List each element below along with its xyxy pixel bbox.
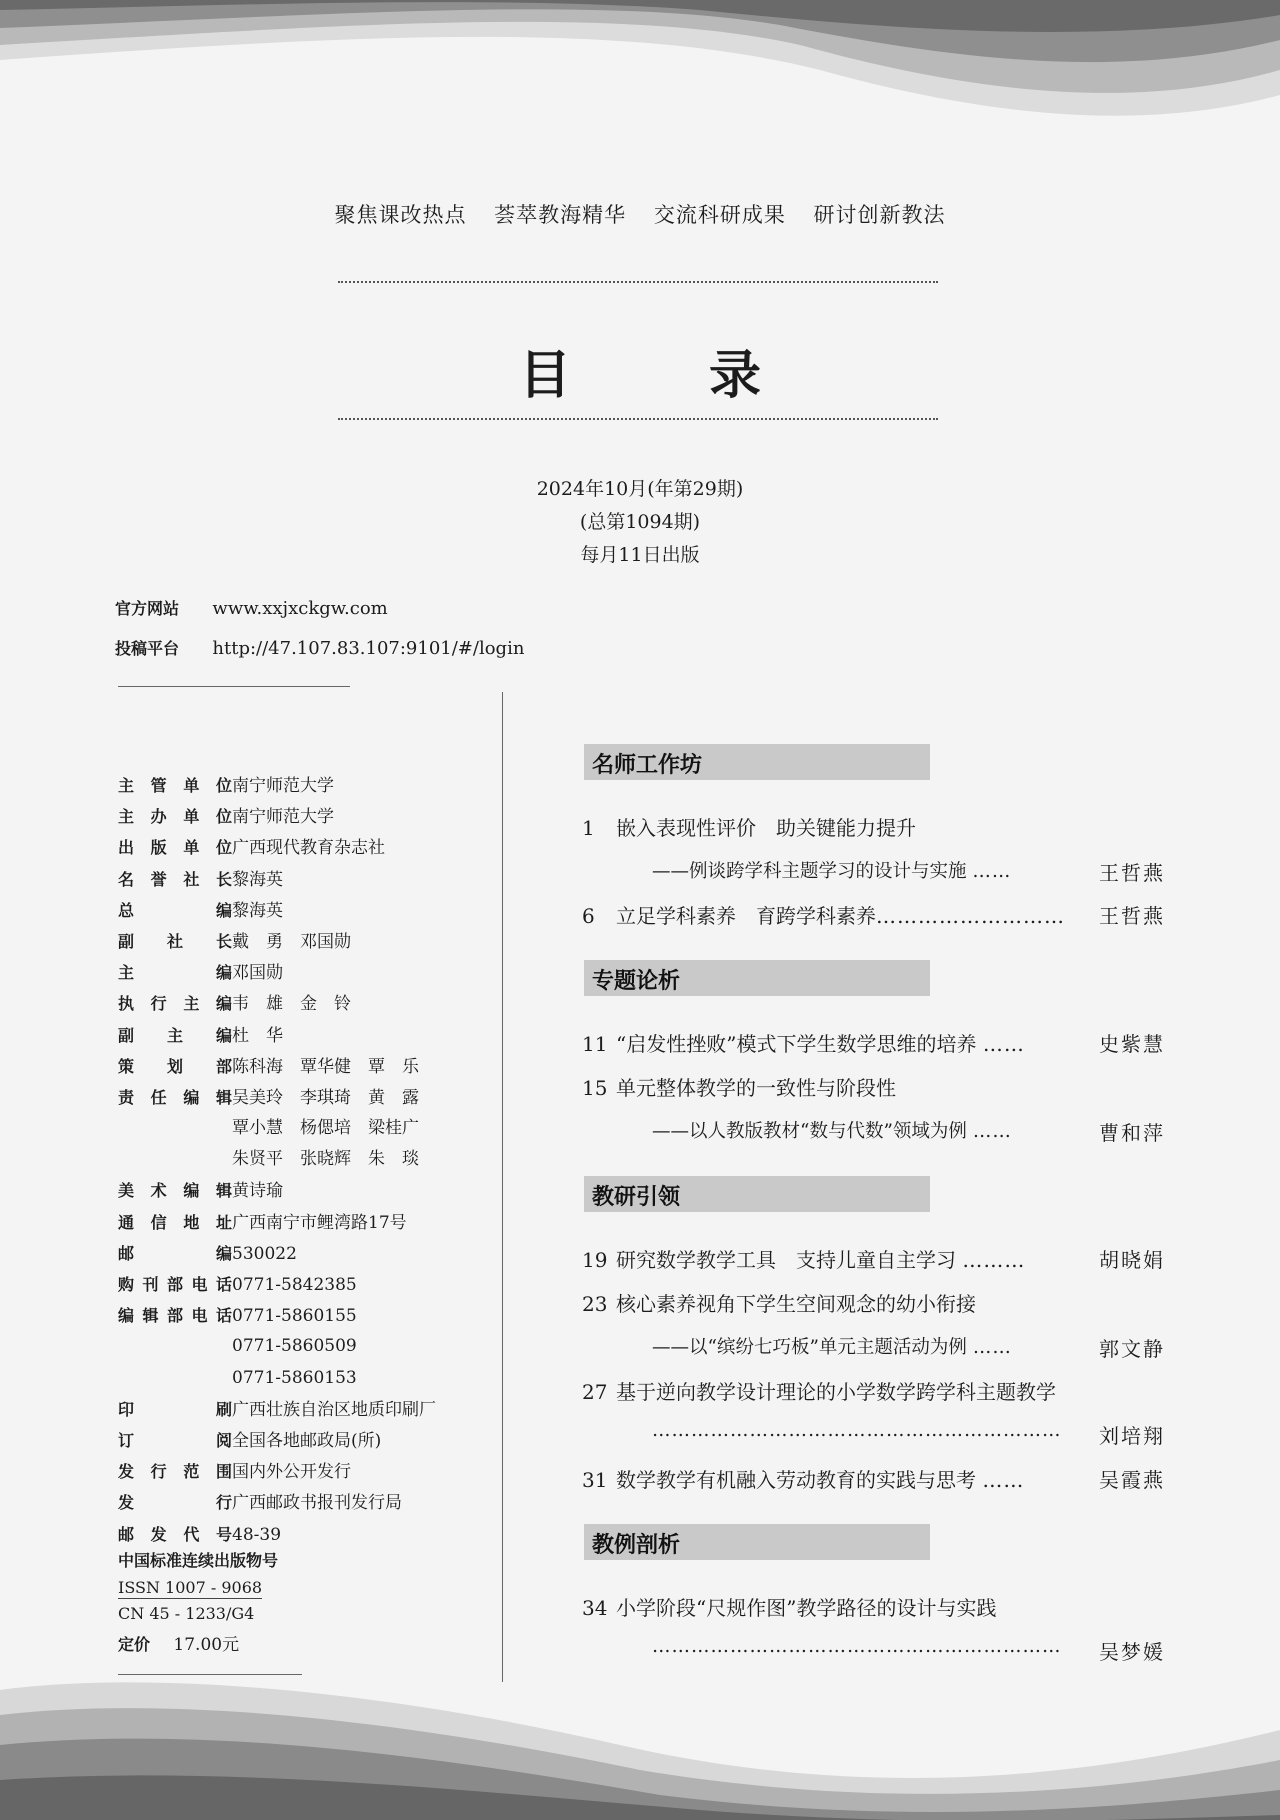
toc-author: 曹和萍 (1099, 1121, 1165, 1145)
masthead-value: 杜 华 (232, 1025, 283, 1046)
masthead-row (118, 1113, 478, 1144)
masthead-row (118, 1331, 478, 1362)
toc-entry[interactable]: 27 基于逆向教学设计理论的小学数学跨学科主题教学 (582, 1380, 1056, 1404)
masthead-value: 0771-5842385 (232, 1275, 357, 1295)
masthead-row (118, 1269, 478, 1300)
masthead-value: 0771-5860155 (232, 1306, 357, 1327)
submit-platform-label: 投稿平台 (115, 639, 180, 658)
submit-platform-row (115, 636, 524, 659)
masthead-top-rule (118, 686, 350, 687)
toc-dotted-author-line[interactable]: ……………………………………………………… 刘培翔 (652, 1420, 1165, 1448)
toc-entry[interactable]: 6 立足学科素养 育跨学科素养……………………… 王哲燕 (582, 900, 1165, 929)
masthead-value: 广西壮族自治区地质印刷厂 (232, 1399, 436, 1420)
cn-number: CN 45 - 1233/G4 (118, 1604, 255, 1623)
issue-publish-day: 每月11日出版 (580, 544, 700, 566)
masthead-key: 邮编 (118, 1243, 232, 1263)
toc-author: 王哲燕 (1099, 861, 1165, 885)
toc-author: 刘培翔 (1099, 1424, 1165, 1448)
masthead-row (118, 1394, 478, 1425)
dotted-divider-top (338, 281, 938, 283)
masthead-row (118, 1020, 478, 1051)
masthead-key: 通信地址 (118, 1212, 232, 1232)
masthead-value: 530022 (232, 1243, 297, 1264)
masthead-key: 主办单位 (118, 807, 232, 827)
masthead-value: 黄诗瑜 (232, 1181, 283, 1202)
masthead-key: 编辑部电话 (118, 1306, 232, 1326)
toc-entry[interactable]: 19 研究数学教学工具 支持儿童自主学习 ……… 胡晓娟 (582, 1244, 1165, 1273)
masthead-key: 印刷 (118, 1399, 232, 1419)
toc-dotted-author-line[interactable]: ……………………………………………………… 吴梦媛 (652, 1636, 1165, 1664)
masthead-value: 广西南宁市鲤湾路17号 (232, 1212, 407, 1233)
section-header-case-analysis: 教例剖析 (584, 1524, 930, 1560)
slogan-4: 研讨创新教法 (813, 203, 946, 227)
toc-author: 吴梦媛 (1099, 1640, 1165, 1664)
masthead-key: 名誉社长 (118, 869, 232, 889)
masthead-row (118, 801, 478, 832)
masthead-row (118, 1082, 478, 1113)
masthead-value: 广西邮政书报刊发行局 (232, 1493, 402, 1514)
masthead-row (118, 1175, 478, 1206)
masthead-row (118, 832, 478, 863)
masthead-key: 发行范围 (118, 1462, 232, 1482)
slogan-1: 聚焦课改热点 (334, 203, 467, 227)
masthead-value: 0771-5860509 (232, 1336, 357, 1357)
masthead-key: 出版单位 (118, 838, 232, 858)
masthead-row (118, 1144, 478, 1175)
masthead-key: 策划部 (118, 1056, 232, 1076)
page-title: 目 录 (518, 346, 822, 406)
masthead-row (118, 957, 478, 988)
toc-author: 史紫慧 (1099, 1032, 1165, 1056)
slogan-line (0, 199, 1280, 229)
toc-author: 吴霞燕 (1099, 1468, 1165, 1492)
masthead-bottom-rule (118, 1674, 302, 1675)
top-wave-decoration (0, 0, 1280, 140)
masthead-key: 执行主编 (118, 994, 232, 1014)
masthead-list (118, 770, 478, 1550)
toc-entry[interactable]: 34 小学阶段“尺规作图”教学路径的设计与实践 (582, 1596, 997, 1620)
masthead-key: 副社长 (118, 931, 232, 951)
masthead-key: 总编 (118, 900, 232, 920)
masthead-value: 覃小慧 杨偲培 梁桂广 (232, 1118, 419, 1139)
masthead-row (118, 1363, 478, 1394)
submit-platform-link[interactable]: http://47.107.83.107:9101/#/login (212, 638, 525, 659)
toc-entry[interactable]: 15 单元整体教学的一致性与阶段性 (582, 1076, 896, 1100)
column-divider (502, 692, 503, 1682)
masthead-key: 邮发代号 (118, 1524, 232, 1544)
masthead-key: 责任编辑 (118, 1087, 232, 1107)
issue-total: (总第1094期) (579, 511, 701, 533)
bottom-wave-decoration (0, 1660, 1280, 1820)
section-header-topic-analysis: 专题论析 (584, 960, 930, 996)
masthead-key: 发行 (118, 1493, 232, 1513)
masthead-value: 吴美玲 李琪琦 黄 露 (232, 1087, 419, 1108)
toc-entry[interactable]: 11 “启发性挫败”模式下学生数学思维的培养 …… 史紫慧 (582, 1028, 1165, 1057)
masthead-key: 主编 (118, 963, 232, 983)
dotted-divider-bottom (338, 418, 938, 420)
toc-subtitle[interactable]: ——例谈跨学科主题学习的设计与实施 …… 王哲燕 (652, 857, 1165, 883)
masthead-value: 韦 雄 金 铃 (232, 994, 351, 1015)
toc-subtitle[interactable]: ——以人教版教材“数与代数”领域为例 …… 曹和萍 (652, 1117, 1165, 1143)
masthead-key: 主管单位 (118, 776, 232, 795)
toc-entry[interactable]: 23 核心素养视角下学生空间观念的幼小衔接 (582, 1292, 976, 1316)
masthead-row (118, 1425, 478, 1456)
masthead-value: 全国各地邮政局(所) (232, 1430, 382, 1451)
masthead-key: 订阅 (118, 1430, 232, 1450)
masthead-row (118, 988, 478, 1019)
masthead-value: 广西现代教育杂志社 (232, 838, 385, 859)
masthead-value: 戴 勇 邓国勋 (232, 931, 351, 952)
masthead-key: 购刊部电话 (118, 1275, 232, 1294)
masthead-row (118, 1456, 478, 1487)
toc-entry[interactable]: 31 数学教学有机融入劳动教育的实践与思考 …… 吴霞燕 (582, 1464, 1165, 1493)
toc-subtitle[interactable]: ——以“缤纷七巧板”单元主题活动为例 …… 郭文静 (652, 1333, 1165, 1359)
masthead-value: 0771-5860153 (232, 1367, 357, 1388)
section-header-famous-teacher: 名师工作坊 (584, 744, 930, 780)
toc-entry[interactable]: 1 嵌入表现性评价 助关键能力提升 (582, 816, 916, 840)
price-row (118, 1630, 239, 1655)
section-header-research-lead: 教研引领 (584, 1176, 930, 1212)
toc-author: 郭文静 (1099, 1337, 1165, 1361)
masthead-row (118, 1051, 478, 1082)
masthead-value: 黎海英 (232, 869, 283, 890)
toc-author: 王哲燕 (1099, 904, 1165, 928)
price-label: 定价 (118, 1635, 151, 1654)
masthead-row (118, 1487, 478, 1518)
price-value: 17.00元 (173, 1635, 240, 1655)
serial-number-label: 中国标准连续出版物号 (118, 1551, 279, 1570)
masthead-value: 陈科海 覃华健 覃 乐 (232, 1056, 419, 1077)
masthead-value: 国内外公开发行 (232, 1462, 351, 1483)
masthead-row (118, 1519, 478, 1550)
masthead-key: 副主编 (118, 1025, 232, 1045)
masthead-row (118, 1238, 478, 1269)
toc-author: 胡晓娟 (1099, 1248, 1165, 1272)
masthead-value: 48-39 (232, 1524, 282, 1545)
masthead-row (118, 1207, 478, 1238)
masthead-row (118, 926, 478, 957)
masthead-value: 南宁师范大学 (232, 776, 334, 796)
masthead-row (118, 770, 478, 801)
masthead-row (118, 864, 478, 895)
official-site-row (115, 596, 388, 619)
issn-number: ISSN 1007 - 9068 (118, 1578, 263, 1597)
masthead-row (118, 895, 478, 926)
masthead-value: 朱贤平 张晓辉 朱 琰 (232, 1149, 419, 1170)
masthead-key: 美术编辑 (118, 1181, 232, 1201)
masthead-value: 邓国勋 (232, 963, 283, 984)
slogan-2: 荟萃教海精华 (494, 203, 627, 227)
masthead-value: 黎海英 (232, 900, 283, 921)
issue-date: 2024年10月(年第29期) (536, 478, 744, 500)
masthead-row (118, 1300, 478, 1331)
masthead-value: 南宁师范大学 (232, 807, 334, 828)
official-site-link[interactable]: www.xxjxckgw.com (212, 598, 388, 619)
official-site-label: 官方网站 (115, 599, 180, 618)
slogan-3: 交流科研成果 (653, 203, 786, 227)
